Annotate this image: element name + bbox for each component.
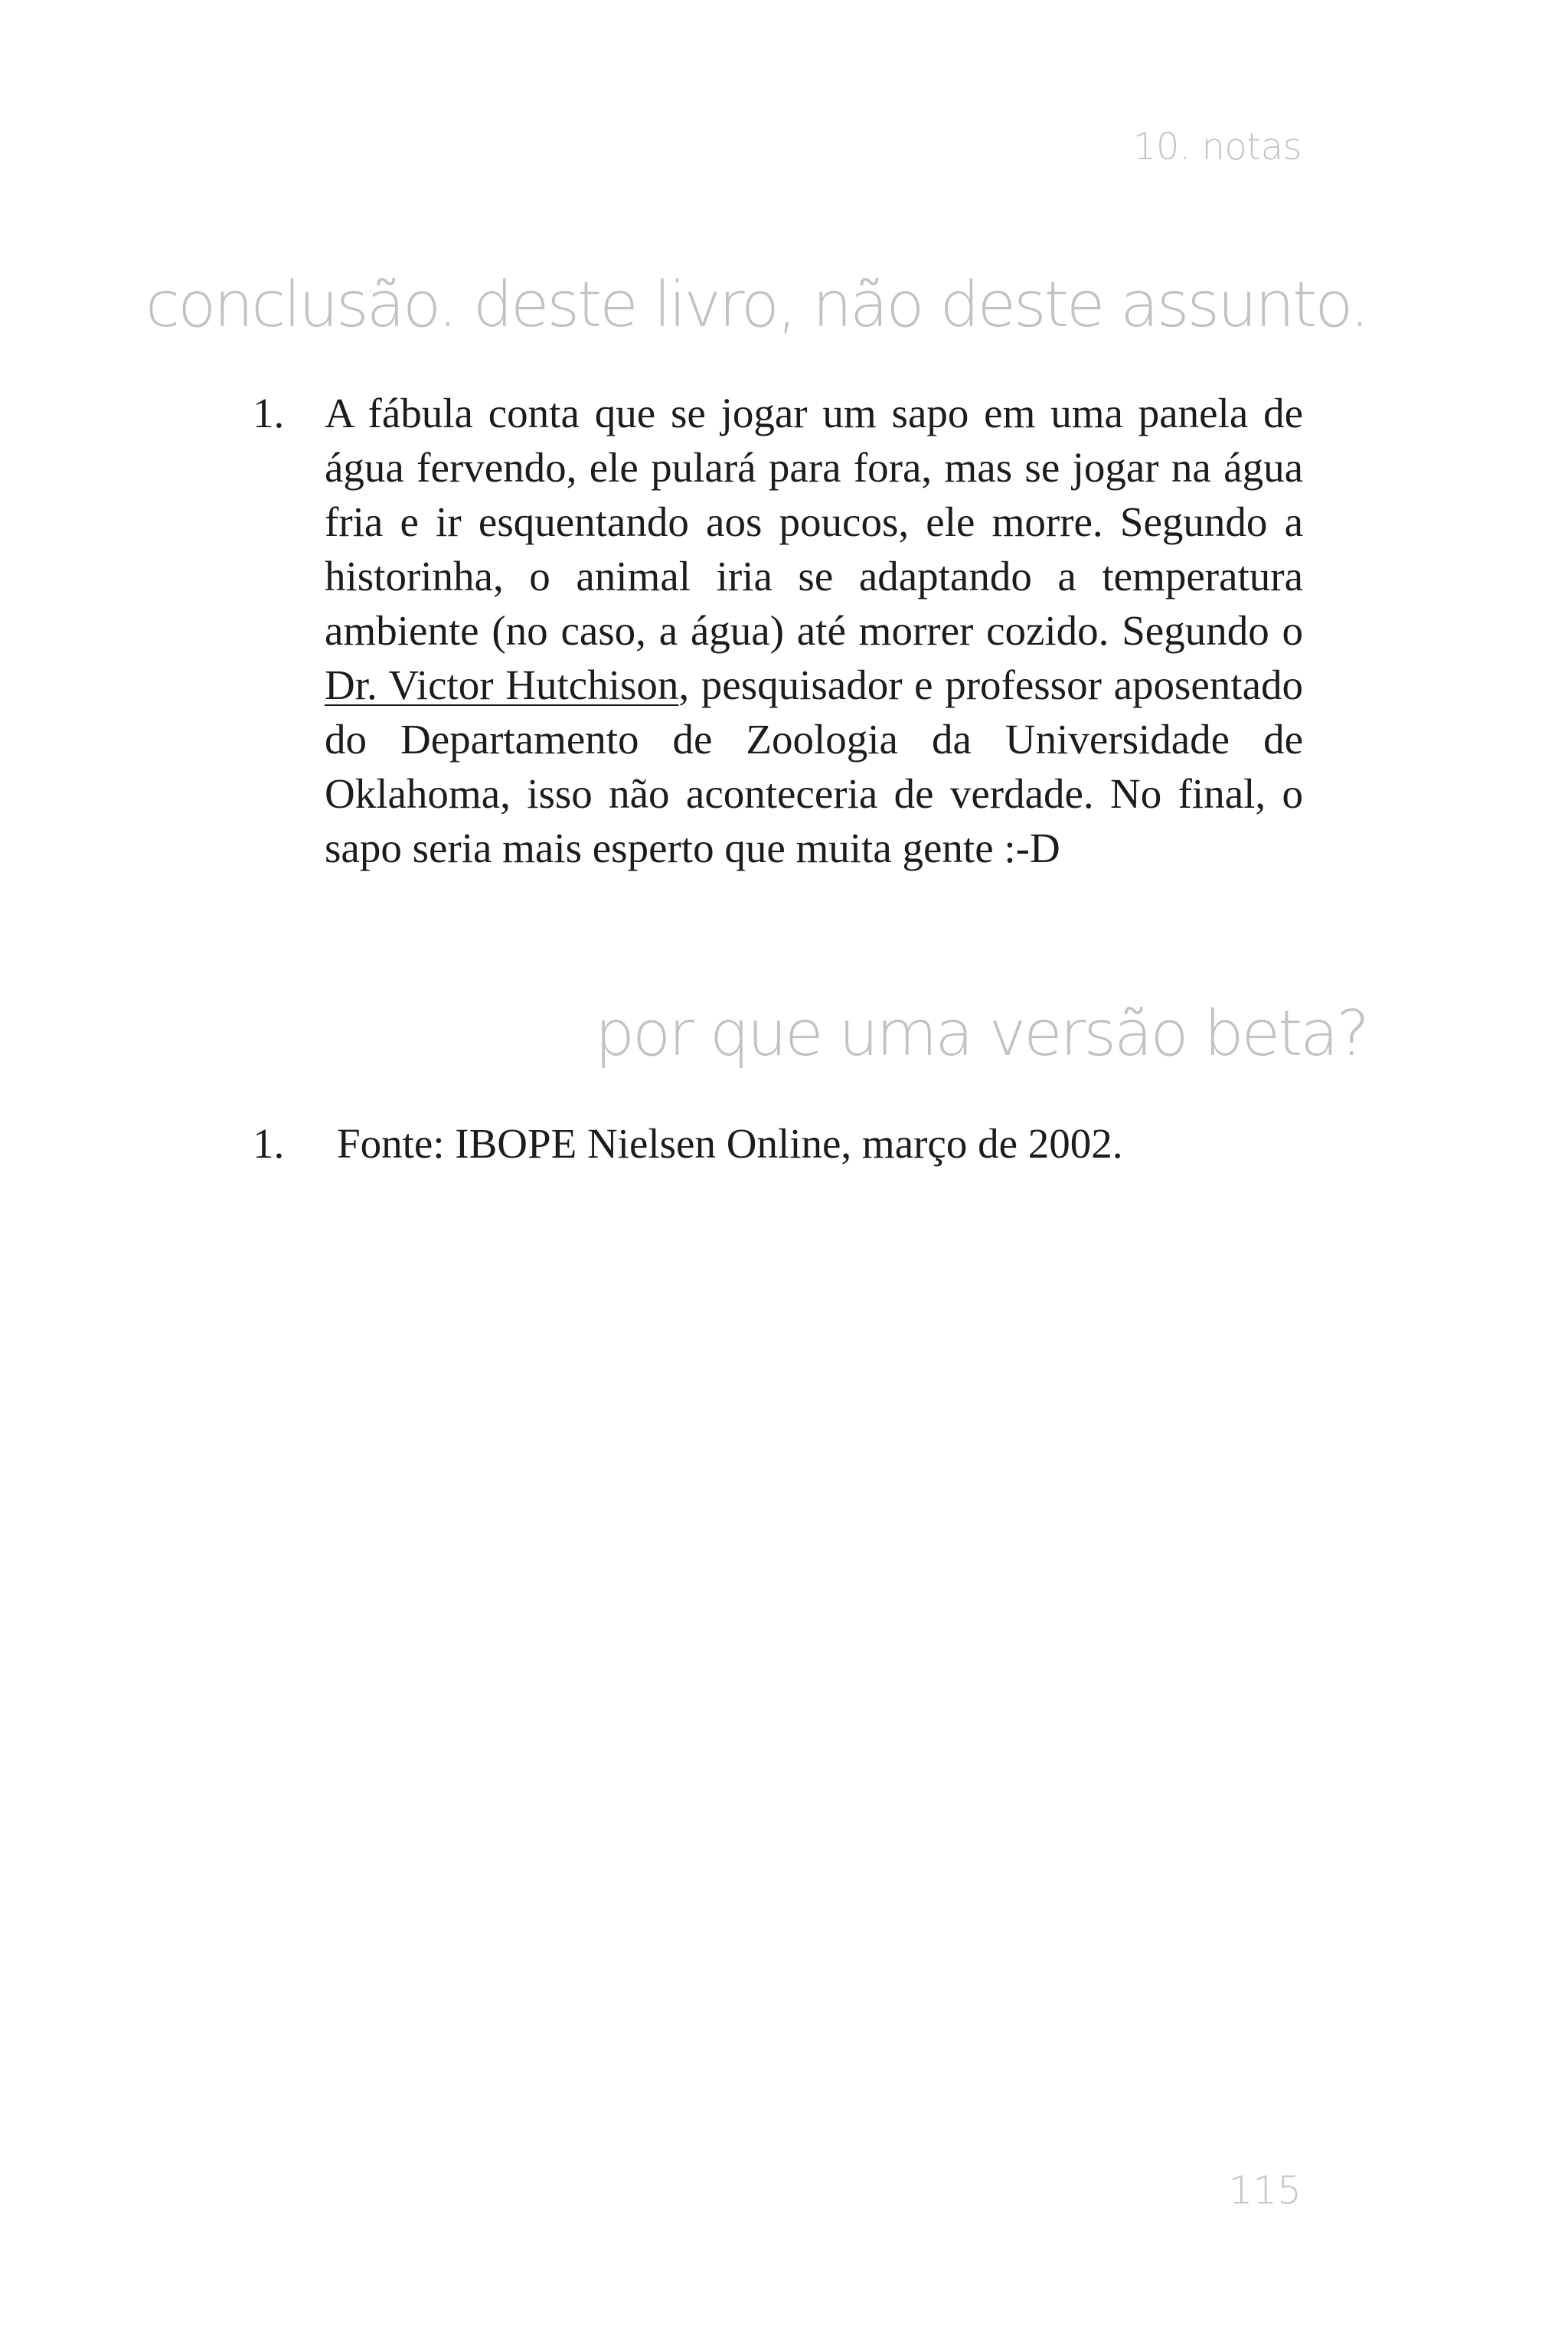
section-title-conclusion: conclusão. deste livro, não deste assunto. — [145, 269, 1367, 341]
section-title-beta: por que uma versão beta? — [594, 998, 1367, 1070]
page-number: 115 — [1228, 2168, 1302, 2213]
victor-hutchison-link[interactable]: Dr. Victor Hutchison — [325, 662, 679, 708]
note-text: Fonte: IBOPE Nielsen Online, março de 2002. — [337, 1120, 1123, 1167]
running-head: 10. notas — [1132, 126, 1302, 168]
note-text-after-link: , pesquisador e professor aposentado do Departamento de Zoologia da Universidade de Oklahoma, isso não aconteceria de verdade. No final, o sapo seria mais esperto que muita gente :-D — [325, 662, 1303, 871]
note-item — [253, 1116, 1303, 1171]
note-item — [253, 386, 1303, 875]
notes-list-conclusion — [253, 386, 1303, 875]
note-number: 1. — [253, 1120, 285, 1167]
note-number: 1. — [253, 390, 285, 436]
note-text-before-link: A fábula conta que se jogar um sapo em uma panela de água fervendo, ele pulará para fora, mas se jogar na água fria e ir esquentando aos poucos, ele morre. Segundo a historinha, o animal iria se adaptando a temperatura ambiente (no caso, a água) até morrer cozido. Segundo o — [325, 390, 1303, 654]
note-text — [325, 386, 1303, 875]
notes-list-beta — [253, 1116, 1303, 1171]
